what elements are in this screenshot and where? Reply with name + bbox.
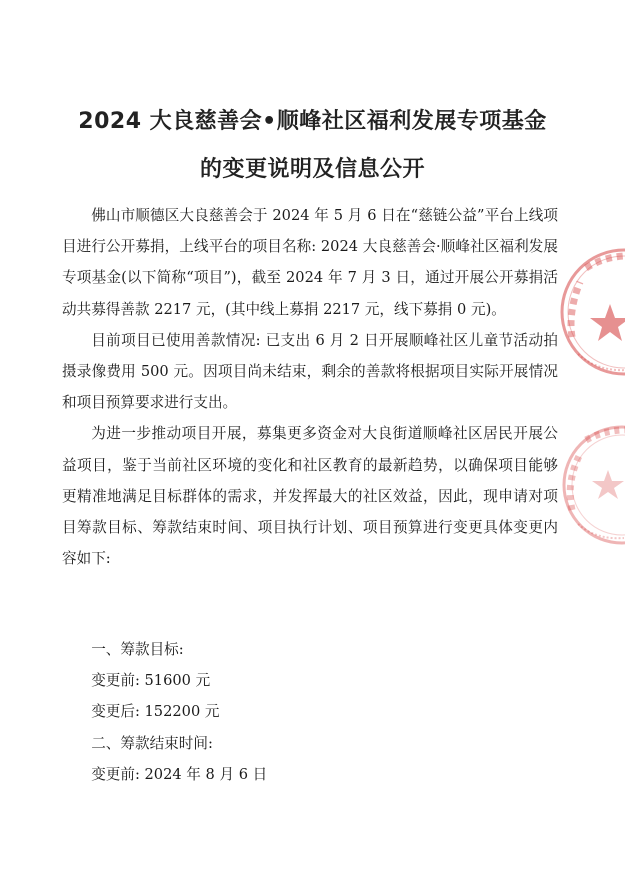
official-seal-top [558, 242, 625, 382]
goal-before: 变更前: 51600 元 [91, 672, 211, 690]
change-details [62, 634, 558, 790]
goal-after: 变更后: 152200 元 [91, 703, 220, 721]
paragraph-1: 佛山市顺德区大良慈善会于 2024 年 5 月 6 日在“慈链公益”平台上线项目进行公开募捐，上线平台的项目名称: 2024 大良慈善会·顺峰社区福利发展专项基金(以下简称“项目”)，截至 2024 年 7 月 3 日，通过开展公开募捐活动共募得善款 2217 元，(其中线上募捐 2217 元，线下募捐 0 元)。 [62, 207, 558, 318]
end-date-before: 变更前: 2024 年 8 月 6 日 [91, 765, 268, 783]
section-fundraising-goal-heading: 一、筹款目标: [91, 641, 184, 658]
section-end-date-heading: 二、筹款结束时间: [91, 734, 213, 752]
document-title-line-2: 的变更说明及信息公开 [199, 157, 425, 182]
paragraph-3: 为进一步推动项目开展，募集更多资金对大良街道顺峰社区居民开展公益项目，鉴于当前社区环境的变化和社区教育的最新趋势，以确保项目能够更精准地满足目标群体的需求，并发挥最大的社区效益，因此，现申请对项目筹款目标、筹款结束时间、项目执行计划、项目预算进行变更具体变更内容如下: [62, 425, 558, 568]
paragraph-2: 目前项目已使用善款情况: 已支出 6 月 2 日开展顺峰社区儿童节活动拍摄录像费用 500 元。因项目尚未结束，剩余的善款将根据项目实际开展情况和项目预算要求进行支出。 [62, 331, 558, 412]
document-title-line-1: 2024 大良慈善会•顺峰社区福利发展专项基金 [78, 109, 547, 134]
official-seal-bottom [560, 420, 625, 550]
document-body [62, 200, 558, 574]
